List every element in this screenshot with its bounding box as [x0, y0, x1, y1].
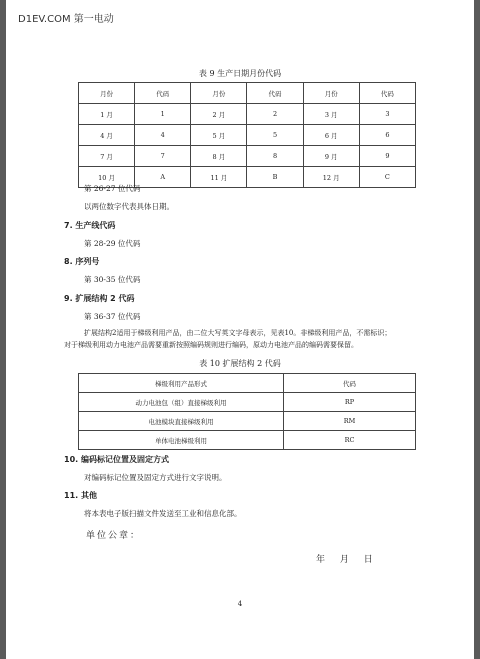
- table-row: [79, 125, 416, 146]
- paragraph: 将本表电子版扫描文件发送至工业和信息化部。: [84, 509, 242, 518]
- paragraph: 第 26-27 位代码: [84, 184, 141, 193]
- table-cell: C: [359, 167, 415, 188]
- table-cell: 6: [359, 125, 415, 146]
- table-cell: 7: [135, 146, 191, 167]
- paragraph: 第 30-35 位代码: [84, 275, 141, 284]
- paragraph: 扩展结构2适用于梯级利用产品，由二位大写英文字母表示，见表10。非梯级利用产品，不需标识；: [84, 329, 392, 337]
- table-header-cell: 代码: [247, 83, 303, 104]
- table-row: [79, 431, 416, 450]
- table9: [78, 82, 416, 188]
- table-cell: 12 月: [303, 167, 359, 188]
- table-cell: 11 月: [191, 167, 247, 188]
- table-cell: RC: [284, 431, 416, 450]
- section-heading: 10. 编码标记位置及固定方式: [64, 455, 169, 464]
- table-cell: 9: [359, 146, 415, 167]
- table-cell: B: [247, 167, 303, 188]
- table-header-cell: 代码: [135, 83, 191, 104]
- section-heading: 9. 扩展结构 2 代码: [64, 294, 135, 303]
- table-row: [79, 393, 416, 412]
- table-cell: 电池模块直接梯级利用: [79, 412, 284, 431]
- section-heading: 7. 生产线代码: [64, 221, 116, 230]
- document-page: [6, 0, 474, 659]
- table-cell: 2 月: [191, 104, 247, 125]
- table-cell: 3 月: [303, 104, 359, 125]
- table-cell: 8 月: [191, 146, 247, 167]
- table-cell: 4: [135, 125, 191, 146]
- paragraph: 对于梯级利用动力电池产品需要重新按照编码规则进行编码，原动力电池产品的编码需要保留。: [64, 341, 358, 349]
- table-cell: 动力电池包（组）直接梯级利用: [79, 393, 284, 412]
- table10-caption: 表 10 扩展结构 2 代码: [199, 359, 281, 368]
- table-cell: 4 月: [79, 125, 135, 146]
- table-cell: 6 月: [303, 125, 359, 146]
- table10: [78, 373, 416, 450]
- table-cell: 单体电池梯级利用: [79, 431, 284, 450]
- table-header-row: [79, 83, 416, 104]
- table-cell: 7 月: [79, 146, 135, 167]
- table-header-cell: 代码: [284, 374, 416, 393]
- table-cell: 8: [247, 146, 303, 167]
- table-cell: RM: [284, 412, 416, 431]
- table-cell: 1: [135, 104, 191, 125]
- table-header-cell: 代码: [359, 83, 415, 104]
- table-cell: RP: [284, 393, 416, 412]
- table-row: [79, 146, 416, 167]
- table-row: [79, 412, 416, 431]
- table9-caption: 表 9 生产日期月份代码: [198, 69, 282, 78]
- section-heading: 8. 序列号: [64, 257, 100, 266]
- paragraph: 以两位数字代表具体日期。: [84, 202, 174, 211]
- table-cell: 5 月: [191, 125, 247, 146]
- paragraph: 对编码标记位置及固定方式进行文字说明。: [84, 473, 227, 482]
- date-line: 年 月 日: [316, 555, 373, 565]
- table-cell: 5: [247, 125, 303, 146]
- paragraph: 第 36-37 位代码: [84, 312, 141, 321]
- table-header-cell: 梯级利用产品形式: [79, 374, 284, 393]
- table-cell: 2: [247, 104, 303, 125]
- table-cell: A: [135, 167, 191, 188]
- seal-label: 单位公章：: [86, 531, 142, 541]
- paragraph: 第 28-29 位代码: [84, 239, 141, 248]
- table-header-cell: 月份: [79, 83, 135, 104]
- table-cell: 3: [359, 104, 415, 125]
- table-cell: 9 月: [303, 146, 359, 167]
- page-number: 4: [237, 600, 243, 608]
- table-cell: 1 月: [79, 104, 135, 125]
- table-header-cell: 月份: [191, 83, 247, 104]
- table-header-row: [79, 374, 416, 393]
- section-heading: 11. 其他: [64, 491, 97, 500]
- table-row: [79, 104, 416, 125]
- watermark: D1EV.COM 第一电动: [18, 14, 114, 25]
- table-header-cell: 月份: [303, 83, 359, 104]
- table-cell: 10 月: [79, 167, 135, 188]
